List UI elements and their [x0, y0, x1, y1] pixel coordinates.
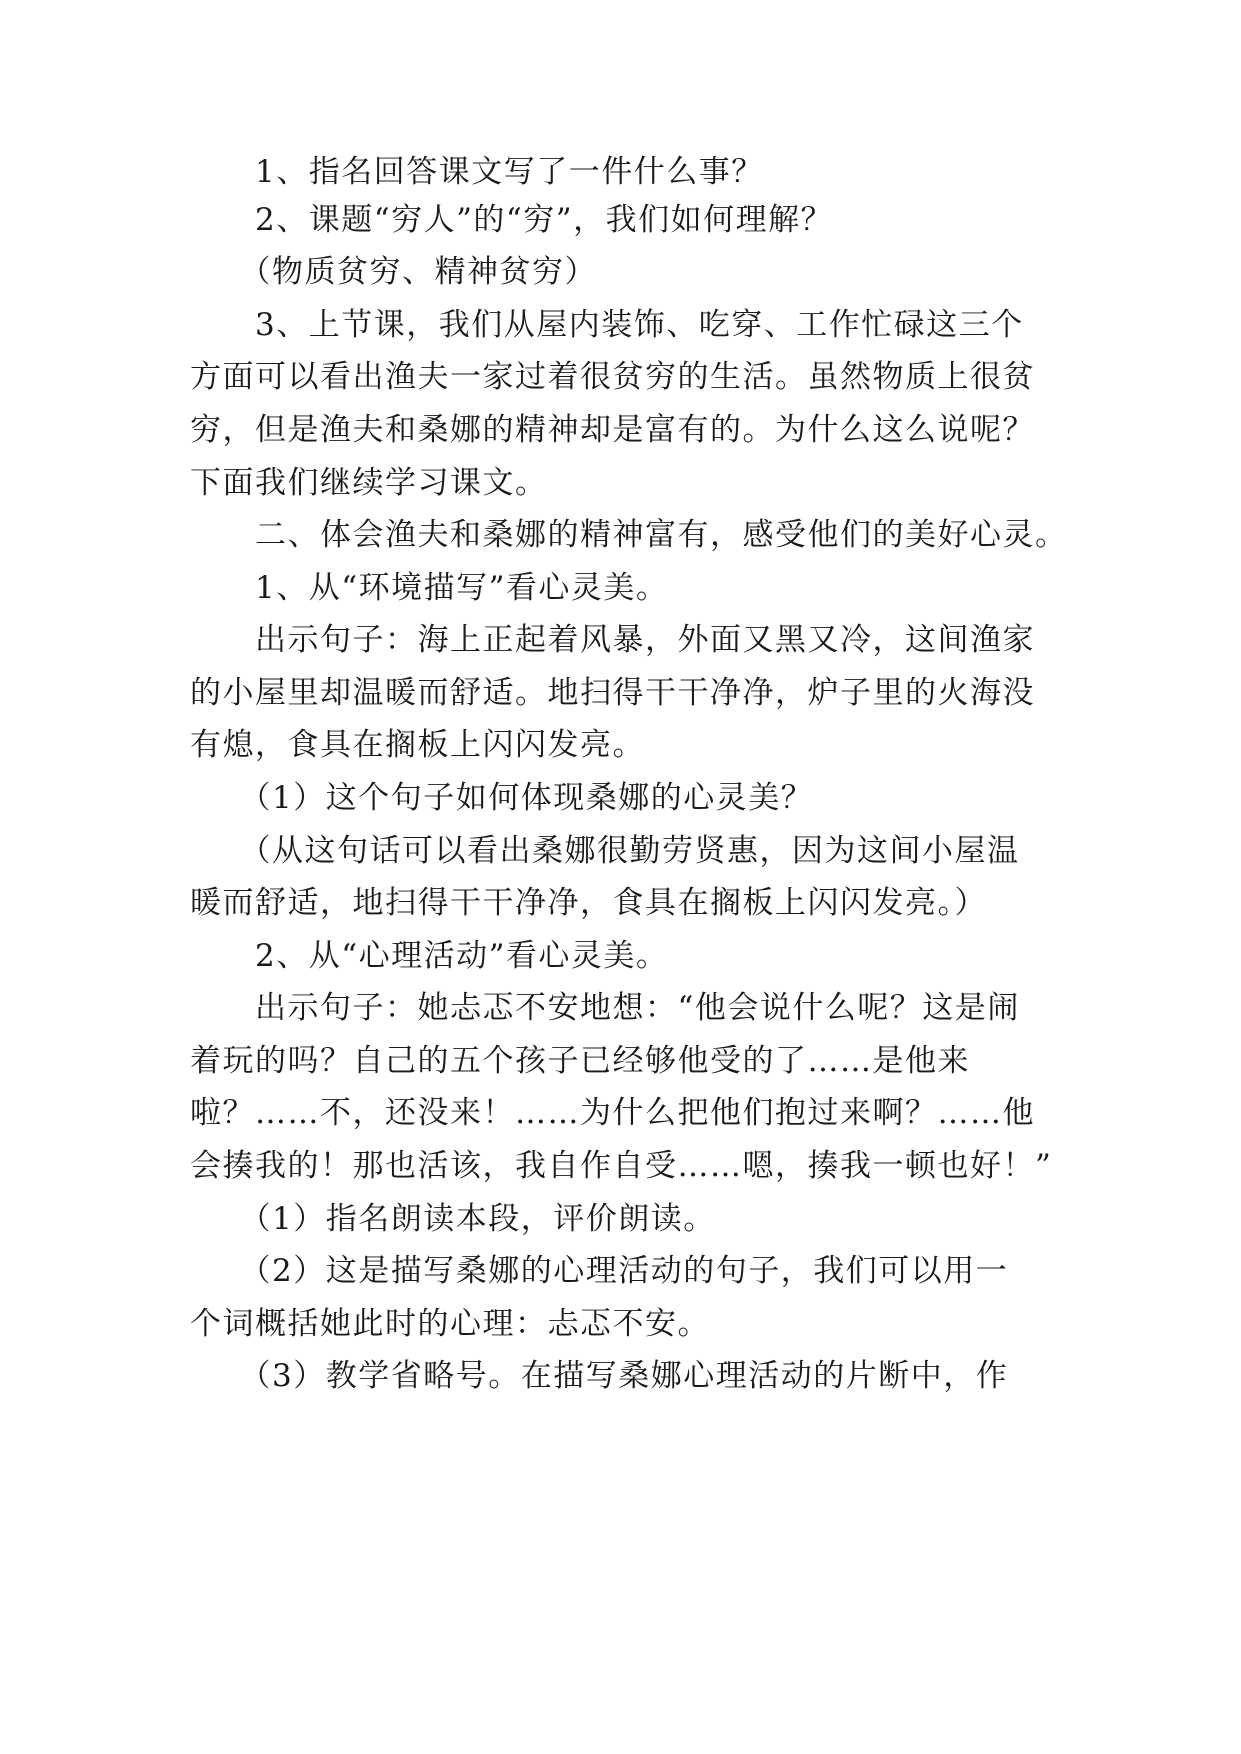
text-line: （物质贫穷、精神贫穷）	[190, 254, 597, 290]
text-line: 1、从“环境描写”看心灵美。	[190, 570, 669, 606]
text-line: 二、体会渔夫和桑娜的精神富有，感受他们的美好心灵。	[190, 517, 1068, 553]
text-line: 出示句子：她忐忑不安地想：“他会说什么呢？这是闹	[190, 990, 1020, 1026]
text-line: 3、上节课，我们从屋内装饰、吃穿、工作忙碌这三个	[190, 307, 1024, 343]
text-line: 会揍我的！那也活该，我自作自受……嗯，揍我一顿也好！”	[190, 1148, 1053, 1184]
text-line: 啦？……不，还没来！……为什么把他们抱过来啊？……他	[190, 1095, 1035, 1131]
text-line: 下面我们继续学习课文。	[190, 465, 548, 501]
text-line: 个词概括她此时的心理：忐忑不安。	[190, 1306, 710, 1342]
text-line: 穷，但是渔夫和桑娜的精神却是富有的。为什么这么说呢？	[190, 412, 1035, 448]
text-line: 方面可以看出渔夫一家过着很贫穷的生活。虽然物质上很贫	[190, 359, 1035, 395]
text-line: 2、课题“穷人”的“穷”，我们如何理解？	[190, 202, 834, 238]
text-line: （从这句话可以看出桑娜很勤劳贤惠，因为这间小屋温	[190, 833, 1020, 869]
text-line: 出示句子：海上正起着风暴，外面又黑又冷，这间渔家	[190, 622, 1035, 658]
text-line: 1、指名回答课文写了一件什么事？	[190, 154, 764, 190]
text-line: （3）教学省略号。在描写桑娜心理活动的片断中，作	[190, 1358, 1009, 1394]
text-line: （1）指名朗读本段，评价朗读。	[190, 1201, 716, 1237]
text-line: （2）这是描写桑娜的心理活动的句子，我们可以用一	[190, 1253, 1009, 1289]
text-line: （1）这个句子如何体现桑娜的心灵美？	[190, 780, 814, 816]
text-line: 有熄，食具在搁板上闪闪发亮。	[190, 727, 645, 763]
text-line: 的小屋里却温暖而舒适。地扫得干干净净，炉子里的火海没	[190, 675, 1035, 711]
text-line: 着玩的吗？自己的五个孩子已经够他受的了……是他来	[190, 1043, 970, 1079]
text-line: 暖而舒适，地扫得干干净净，食具在搁板上闪闪发亮。）	[190, 885, 987, 921]
text-line: 2、从“心理活动”看心灵美。	[190, 938, 669, 974]
